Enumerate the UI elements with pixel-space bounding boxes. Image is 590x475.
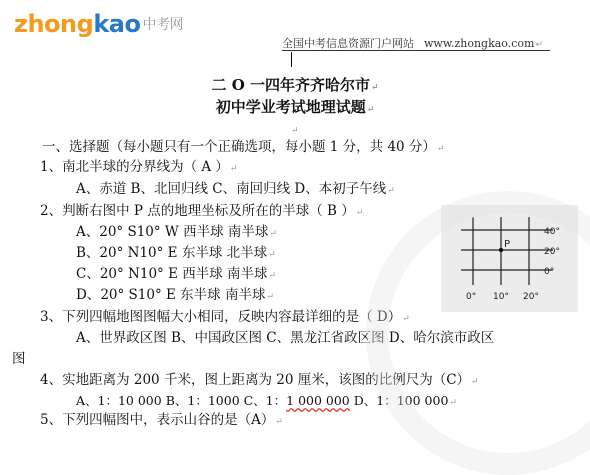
title-text-2: 初中学业考试地理试题: [215, 98, 366, 116]
paragraph-mark-icon: ↵: [370, 83, 379, 93]
coordinate-grid-figure: [441, 205, 578, 312]
options-text: A、赤道 B、北回归线 C、南回归线 D、本初子午线: [76, 181, 387, 197]
empty-paragraph: [290, 120, 299, 140]
lon-label-20: 20°: [523, 292, 539, 302]
paragraph-mark-icon: ↵: [291, 126, 299, 136]
site-url: www.zhongkao.com: [424, 37, 535, 50]
lat-label-20: 20°: [544, 247, 560, 257]
question-2-option-c: [76, 265, 276, 285]
lon-label-10: 10°: [493, 292, 509, 302]
question-5-stem: [40, 411, 283, 431]
question-1-stem: [40, 158, 237, 178]
question-2-option-b: [76, 244, 276, 264]
paragraph-mark-icon: ↵: [268, 250, 276, 260]
paragraph-mark-icon: ↵: [471, 377, 479, 387]
question-1-options: [76, 180, 395, 200]
lat-label-40: 40°: [544, 227, 560, 237]
paragraph-mark-icon: ↵: [266, 292, 274, 302]
header-rule: [282, 50, 550, 51]
lat-label-0: 0°: [544, 267, 555, 277]
coordinate-grid-svg: [441, 205, 578, 312]
paragraph-mark-icon: ↵: [436, 144, 445, 154]
title-line-1: [0, 74, 590, 95]
paragraph-mark-icon: ↵: [387, 186, 395, 196]
option-text: C、20° N10° E 西半球 南半球: [76, 266, 268, 282]
options-text-a-c: A、1：10 000 B、1：1000 C、1：: [76, 393, 287, 408]
point-p-label: P: [504, 239, 511, 250]
paragraph-mark-icon: ↵: [229, 164, 238, 174]
options-text: A、世界政区图 B、中国政区图 C、黑龙江省政区图 D、哈尔滨市政区: [76, 330, 495, 346]
spellcheck-flagged-text: 1 000 000: [286, 393, 350, 408]
logo-kao: kao: [93, 10, 141, 38]
paragraph-mark-icon: ↵: [449, 398, 457, 408]
point-p-marker: [499, 248, 503, 252]
paragraph-mark-icon: ↵: [269, 229, 277, 239]
section-heading-text: 一、选择题（每小题只有一个正确选项，每小题 1 分，共 40 分）: [42, 139, 436, 155]
section-heading: [42, 138, 444, 158]
logo-zhong: zhong: [14, 10, 94, 38]
question-3-options-wrap: [12, 350, 26, 368]
site-name: 全国中考信息资源门户网站: [282, 37, 414, 50]
question-2-option-a: [76, 223, 277, 243]
paragraph-mark-icon: ↵: [402, 314, 410, 324]
paragraph-mark-icon: ↵: [355, 208, 364, 218]
question-2-option-d: [76, 286, 274, 306]
options-text-d: D、1：100 000: [349, 393, 449, 408]
logo-cn: 中考网: [142, 17, 183, 33]
option-text: D、20° S10° E 东半球 南半球: [76, 287, 266, 303]
question-text: 3、下列四幅地图图幅大小相同，反映内容最详细的是（ D）: [40, 309, 402, 325]
question-text: 2、判断右图中 P 点的地理坐标及所在的半球（ B ）: [40, 203, 355, 219]
paragraph-mark-icon: ↵: [535, 40, 543, 50]
header-site-info: [282, 35, 543, 51]
question-text: 1、南北半球的分界线为（ A ）: [40, 159, 229, 175]
paragraph-mark-icon: ↵: [366, 105, 375, 115]
question-text: 5、下列四幅图中，表示山谷的是（A）: [40, 412, 275, 428]
title-text-1: 二 O 一四年齐齐哈尔市: [211, 76, 370, 94]
question-text: 4、实地距离为 200 千米，图上距离为 20 厘米，该图的比例尺为（C）: [40, 372, 471, 388]
title-line-2: [0, 96, 590, 117]
question-3-stem: [40, 308, 410, 328]
option-text: B、20° N10° E 东半球 北半球: [76, 245, 268, 261]
question-4-stem: [40, 371, 479, 391]
zhongkao-logo[interactable]: [14, 10, 183, 39]
text-cursor: [291, 52, 292, 67]
lon-label-0: 0°: [466, 292, 477, 302]
question-3-options: [76, 329, 494, 347]
options-wrap-text: 图: [12, 351, 26, 367]
option-text: A、20° S10° W 西半球 南半球: [76, 224, 269, 240]
question-4-options: [76, 392, 457, 412]
question-2-stem: [40, 202, 363, 222]
paragraph-mark-icon: ↵: [275, 417, 283, 427]
paragraph-mark-icon: ↵: [268, 271, 277, 281]
